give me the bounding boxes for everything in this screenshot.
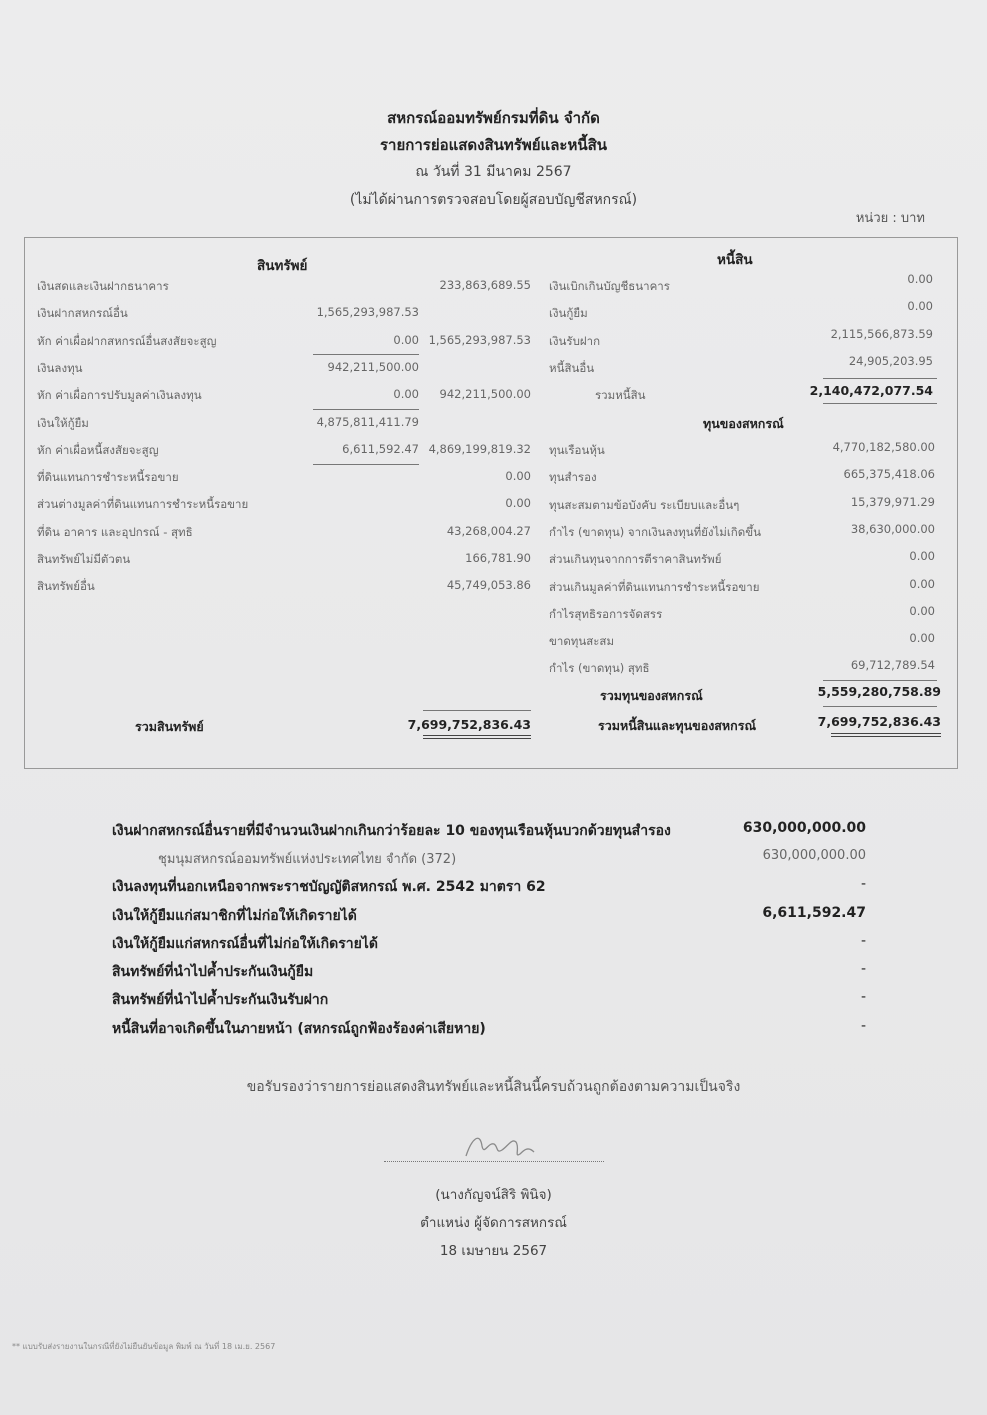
note-label: สินทรัพย์ที่นำไปค้ำประกันเงินกู้ยืม bbox=[112, 964, 314, 980]
asset-row-label: เงินลงทุน bbox=[37, 360, 83, 375]
subtotal-line bbox=[313, 464, 419, 465]
signer-name: (นางกัญจน์สิริ พินิจ) bbox=[435, 1187, 552, 1203]
liability-row-value: 0.00 bbox=[907, 272, 933, 286]
asset-row-label: สินทรัพย์ไม่มีตัวตน bbox=[37, 552, 131, 566]
equity-row-value: 15,379,971.29 bbox=[850, 494, 935, 509]
asset-row-col-c: 45,749,053.86 bbox=[446, 578, 531, 593]
equity-subtotal-line bbox=[823, 680, 937, 681]
signer-position: ตำแหน่ง ผู้จัดการสหกรณ์ bbox=[420, 1215, 567, 1231]
equity-heading: ทุนของสหกรณ์ bbox=[703, 416, 784, 431]
equity-row-value: 38,630,000.00 bbox=[850, 521, 935, 536]
equity-total-label: รวมทุนของสหกรณ์ bbox=[600, 688, 703, 703]
asset-row-col-c: 233,863,689.55 bbox=[439, 278, 531, 292]
asset-row-label: หัก ค่าเผื่อการปรับมูลค่าเงินลงทุน bbox=[37, 388, 202, 403]
equity-row-value: 665,375,418.06 bbox=[843, 467, 935, 482]
equity-total-line bbox=[823, 706, 937, 707]
liabilities-total-line bbox=[823, 403, 937, 404]
total-liabilities-label: รวมหนี้สิน bbox=[595, 388, 646, 402]
liability-row-value: 0.00 bbox=[907, 299, 933, 314]
asset-row-col-b: 6,611,592.47 bbox=[342, 441, 419, 456]
signature-line bbox=[384, 1161, 604, 1162]
org-name: สหกรณ์ออมทรัพย์กรมที่ดิน จำกัด bbox=[387, 109, 600, 127]
note-value: 6,611,592.47 bbox=[762, 905, 866, 921]
asset-row-label: ที่ดินแทนการชำระหนี้รอขาย bbox=[37, 470, 179, 485]
liabilities-heading: หนี้สิน bbox=[717, 252, 753, 268]
equity-row-value: 0.00 bbox=[909, 576, 935, 591]
unit-label: หน่วย : บาท bbox=[855, 211, 925, 226]
asset-row-col-c: 4,869,199,819.32 bbox=[428, 441, 531, 456]
asset-row-col-c: 0.00 bbox=[505, 469, 531, 484]
note-value: - bbox=[860, 876, 866, 892]
note-label: เงินให้กู้ยืมแก่สหกรณ์อื่นที่ไม่ก่อให้เกิดรายได้ bbox=[112, 936, 378, 952]
balance-sheet-box bbox=[24, 237, 958, 769]
note-value: - bbox=[860, 933, 866, 949]
liability-row-label: เงินกู้ยืม bbox=[549, 306, 588, 321]
audit-note: (ไม่ได้ผ่านการตรวจสอบโดยผู้สอบบัญชีสหกรณ์) bbox=[349, 192, 638, 208]
subtotal-line bbox=[313, 409, 419, 410]
liability-row-value: 24,905,203.95 bbox=[848, 353, 933, 368]
asset-row-label: เงินให้กู้ยืม bbox=[37, 415, 89, 430]
asset-row-label: หัก ค่าเผื่อฝากสหกรณ์อื่นสงสัยจะสูญ bbox=[37, 333, 217, 348]
note-label: ชุมนุมสหกรณ์ออมทรัพย์แห่งประเทศไทย จำกัด (372) bbox=[158, 852, 457, 867]
liability-row-label: เงินรับฝาก bbox=[549, 333, 601, 348]
asset-row-label: หัก ค่าเผื่อหนี้สงสัยจะสูญ bbox=[37, 442, 159, 457]
footnote: ** แบบรับส่งรายงานในกรณีที่ยังไม่ยืนยันข้อมูล พิมพ์ ณ วันที่ 18 เม.ย. 2567 bbox=[12, 1342, 276, 1351]
total-liabilities-value: 2,140,472,077.54 bbox=[809, 383, 933, 398]
equity-row-label: ทุนสำรอง bbox=[549, 470, 597, 485]
report-date: ณ วันที่ 31 มีนาคม 2567 bbox=[415, 164, 572, 180]
subtotal-line bbox=[313, 354, 419, 355]
asset-row-col-c: 1,565,293,987.53 bbox=[428, 332, 531, 347]
total-assets-top-line bbox=[423, 710, 531, 711]
note-value: - bbox=[860, 961, 866, 977]
note-value: 630,000,000.00 bbox=[762, 848, 866, 863]
total-assets-value: 7,699,752,836.43 bbox=[407, 717, 531, 732]
note-label: เงินฝากสหกรณ์อื่นรายที่มีจำนวนเงินฝากเกินกว่าร้อยละ 10 ของทุนเรือนหุ้นบวกด้วยทุนสำรอง bbox=[112, 823, 671, 839]
assets-heading: สินทรัพย์ bbox=[257, 258, 308, 274]
equity-row-value: 4,770,182,580.00 bbox=[832, 440, 935, 454]
equity-row-label: กำไรสุทธิรอการจัดสรร bbox=[549, 606, 663, 621]
total-assets-label: รวมสินทรัพย์ bbox=[135, 719, 204, 734]
equity-row-label: ส่วนเกินมูลค่าที่ดินแทนการชำระหนี้รอขาย bbox=[549, 579, 760, 594]
asset-row-col-a: 942,211,500.00 bbox=[327, 359, 419, 374]
asset-row-col-c: 43,268,004.27 bbox=[446, 523, 531, 538]
equity-row-value: 69,712,789.54 bbox=[850, 658, 935, 673]
asset-row-col-a: 4,875,811,411.79 bbox=[316, 414, 419, 429]
equity-row-label: ขาดทุนสะสม bbox=[549, 634, 615, 649]
equity-row-label: ทุนสะสมตามข้อบังคับ ระเบียบและอื่นๆ bbox=[549, 497, 740, 512]
asset-row-col-b: 0.00 bbox=[393, 387, 419, 402]
note-value: - bbox=[860, 989, 866, 1005]
equity-total-value: 5,559,280,758.89 bbox=[817, 684, 941, 699]
asset-row-col-a: 1,565,293,987.53 bbox=[316, 305, 419, 320]
note-label: เงินให้กู้ยืมแก่สมาชิกที่ไม่ก่อให้เกิดรายได้ bbox=[112, 908, 357, 924]
grand-total-double-line bbox=[831, 733, 941, 737]
signature-mark bbox=[462, 1128, 542, 1162]
asset-row-label: ส่วนต่างมูลค่าที่ดินแทนการชำระหนี้รอขาย bbox=[37, 497, 249, 512]
note-label: เงินลงทุนที่นอกเหนือจากพระราชบัญญัติสหกรณ์ พ.ศ. 2542 มาตรา 62 bbox=[112, 879, 546, 895]
grand-total-label: รวมหนี้สินและทุนของสหกรณ์ bbox=[598, 718, 757, 733]
liability-row-value: 2,115,566,873.59 bbox=[830, 326, 933, 341]
asset-row-label: สินทรัพย์อื่น bbox=[37, 579, 95, 594]
total-assets-double-line bbox=[423, 735, 531, 739]
note-label: สินทรัพย์ที่นำไปค้ำประกันเงินรับฝาก bbox=[112, 992, 329, 1008]
equity-row-value: 0.00 bbox=[909, 603, 935, 618]
report-title: รายการย่อแสดงสินทรัพย์และหนี้สิน bbox=[379, 136, 607, 154]
liability-row-label: หนี้สินอื่น bbox=[549, 360, 595, 375]
equity-row-label: ส่วนเกินทุนจากการตีราคาสินทรัพย์ bbox=[549, 552, 722, 567]
certification-text: ขอรับรองว่ารายการย่อแสดงสินทรัพย์และหนี้สินนี้ครบถ้วนถูกต้องตามความเป็นจริง bbox=[246, 1079, 741, 1095]
asset-row-col-c: 0.00 bbox=[505, 496, 531, 511]
liability-row-label: เงินเบิกเกินบัญชีธนาคาร bbox=[549, 279, 670, 293]
note-value: 630,000,000.00 bbox=[742, 820, 866, 836]
equity-row-value: 0.00 bbox=[909, 549, 935, 564]
asset-row-col-c: 166,781.90 bbox=[465, 551, 531, 565]
asset-row-col-b: 0.00 bbox=[393, 332, 419, 347]
asset-row-label: เงินสดและเงินฝากธนาคาร bbox=[37, 279, 169, 293]
equity-row-value: 0.00 bbox=[909, 631, 935, 646]
liabilities-subtotal-line bbox=[823, 378, 937, 379]
equity-row-label: กำไร (ขาดทุน) สุทธิ bbox=[549, 661, 650, 676]
asset-row-label: ที่ดิน อาคาร และอุปกรณ์ - สุทธิ bbox=[37, 524, 193, 539]
asset-row-label: เงินฝากสหกรณ์อื่น bbox=[37, 306, 128, 321]
equity-row-label: กำไร (ขาดทุน) จากเงินลงทุนที่ยังไม่เกิดขึ้น bbox=[549, 524, 761, 539]
signature-date: 18 เมษายน 2567 bbox=[439, 1243, 548, 1259]
equity-row-label: ทุนเรือนหุ้น bbox=[549, 443, 605, 457]
note-label: หนี้สินที่อาจเกิดขึ้นในภายหน้า (สหกรณ์ถูกฟ้องร้องค่าเสียหาย) bbox=[112, 1021, 486, 1037]
grand-total-value: 7,699,752,836.43 bbox=[817, 714, 941, 729]
note-value: - bbox=[860, 1018, 866, 1034]
asset-row-col-c: 942,211,500.00 bbox=[439, 387, 531, 402]
